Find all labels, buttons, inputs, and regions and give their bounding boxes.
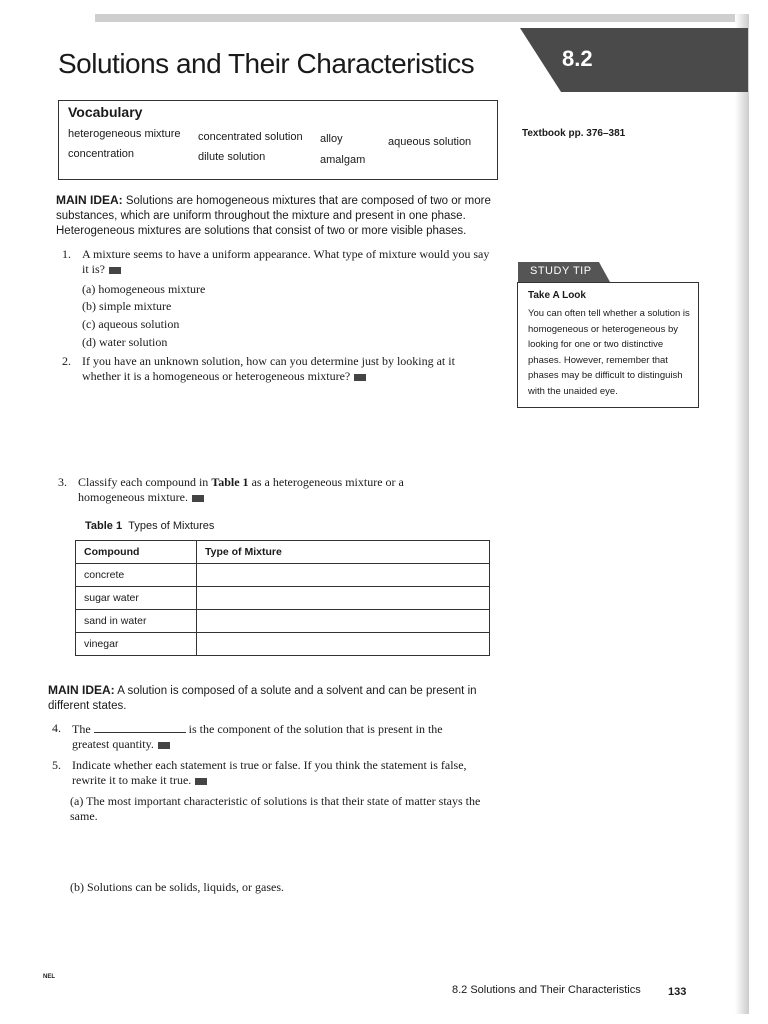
- mixtures-table: [75, 540, 490, 656]
- question-5a: (a) The most important characteristic of solutions is that their state of matter stays the same.: [70, 794, 481, 823]
- compound-cell: vinegar: [76, 633, 197, 656]
- column-header: Type of Mixture: [197, 541, 490, 564]
- table-row: [76, 587, 490, 610]
- question-text: Classify each compound in: [78, 475, 212, 489]
- answer-cell[interactable]: [197, 633, 490, 656]
- compound-cell: sugar water: [76, 587, 197, 610]
- skill-icon: [109, 267, 121, 274]
- compound-cell: sand in water: [76, 610, 197, 633]
- main-idea-1: [56, 193, 504, 239]
- column-header: Compound: [76, 541, 197, 564]
- answer-cell[interactable]: [197, 587, 490, 610]
- study-tip-title: Take A Look: [528, 290, 586, 301]
- answer-cell[interactable]: [197, 610, 490, 633]
- vocab-term: aqueous solution: [388, 136, 472, 148]
- answer-cell[interactable]: [197, 564, 490, 587]
- question-number: 5.: [52, 758, 61, 772]
- section-number: 8.2: [562, 46, 593, 71]
- vocab-term: concentrated solution: [198, 131, 303, 143]
- question-text: Indicate whether each statement is true or false. If you think the statement is false, rewrite it to make it true.: [72, 758, 467, 787]
- skill-icon: [354, 374, 366, 381]
- table-reference: Table 1: [211, 475, 249, 489]
- question-2: [62, 354, 492, 384]
- vocab-term: heterogeneous mixture: [68, 128, 181, 140]
- vocab-term: alloy: [320, 133, 343, 145]
- table-caption-text: Types of Mixtures: [128, 520, 215, 532]
- vocab-term: amalgam: [320, 154, 366, 166]
- vocab-term: dilute solution: [198, 151, 266, 163]
- question-5: [52, 758, 482, 788]
- section-tab: [520, 28, 748, 92]
- table-caption-label: Table 1: [85, 520, 123, 532]
- table-caption: [85, 520, 214, 532]
- table-row: [76, 564, 490, 587]
- vocab-term: concentration: [68, 148, 135, 160]
- fill-in-blank[interactable]: [94, 721, 186, 733]
- publisher-mark: NEL: [43, 974, 55, 980]
- skill-icon: [192, 495, 204, 502]
- scan-shadow-right: [735, 14, 749, 1014]
- option-a: (a) homogeneous mixture: [82, 282, 206, 296]
- question-text: A mixture seems to have a uniform appearance. What type of mixture would you say it is?: [82, 247, 490, 276]
- option-c: (c) aqueous solution: [82, 317, 180, 331]
- question-text: If you have an unknown solution, how can you determine just by looking at it whether it is a homogeneous or heterogeneous mixture?: [82, 354, 455, 383]
- question-text: as a heterogeneous mixture or a homogeneous mixture.: [78, 475, 404, 504]
- textbook-reference: Textbook pp. 376–381: [522, 128, 626, 139]
- question-number: 2.: [62, 354, 71, 368]
- question-number: 1.: [62, 247, 71, 261]
- main-idea-text: Solutions are homogeneous mixtures that are composed of two or more substances, which are uniform throughout the mixture and present in one phase. Heterogeneous mixtures are solutions that consist of two or more visible phases.: [56, 195, 491, 237]
- question-number: 4.: [52, 721, 61, 735]
- table-row: [76, 610, 490, 633]
- main-idea-label: MAIN IDEA:: [48, 683, 115, 697]
- vocabulary-heading: Vocabulary: [68, 104, 143, 120]
- question-number: 3.: [58, 475, 67, 489]
- question-4: [52, 721, 477, 752]
- question-5b: (b) Solutions can be solids, liquids, or gases.: [70, 880, 284, 894]
- running-title: 8.2 Solutions and Their Characteristics: [452, 984, 641, 996]
- main-idea-label: MAIN IDEA:: [56, 193, 123, 207]
- table-header-row: [76, 541, 490, 564]
- question-text: is the component of the solution that is present in the greatest quantity.: [72, 722, 443, 751]
- study-tip-label: STUDY TIP: [530, 265, 592, 277]
- page-title: Solutions and Their Characteristics: [58, 48, 475, 79]
- skill-icon: [195, 778, 207, 785]
- question-3: [58, 475, 458, 505]
- page-number: 133: [668, 986, 687, 998]
- main-idea-2: [48, 683, 498, 714]
- main-idea-text: A solution is composed of a solute and a solvent and can be present in different states.: [48, 685, 477, 712]
- table-row: [76, 633, 490, 656]
- option-b: (b) simple mixture: [82, 299, 172, 313]
- question-1: [62, 247, 492, 277]
- skill-icon: [158, 742, 170, 749]
- scan-shadow-top: [95, 14, 745, 22]
- option-d: (d) water solution: [82, 335, 168, 349]
- compound-cell: concrete: [76, 564, 197, 587]
- question-text: The: [72, 722, 91, 736]
- study-tip-body: You can often tell whether a solution is homogeneous or heterogeneous by looking for one or two distinctive phases. However, remember that phases may be difficult to distinguish with the unaided eye.: [528, 308, 690, 397]
